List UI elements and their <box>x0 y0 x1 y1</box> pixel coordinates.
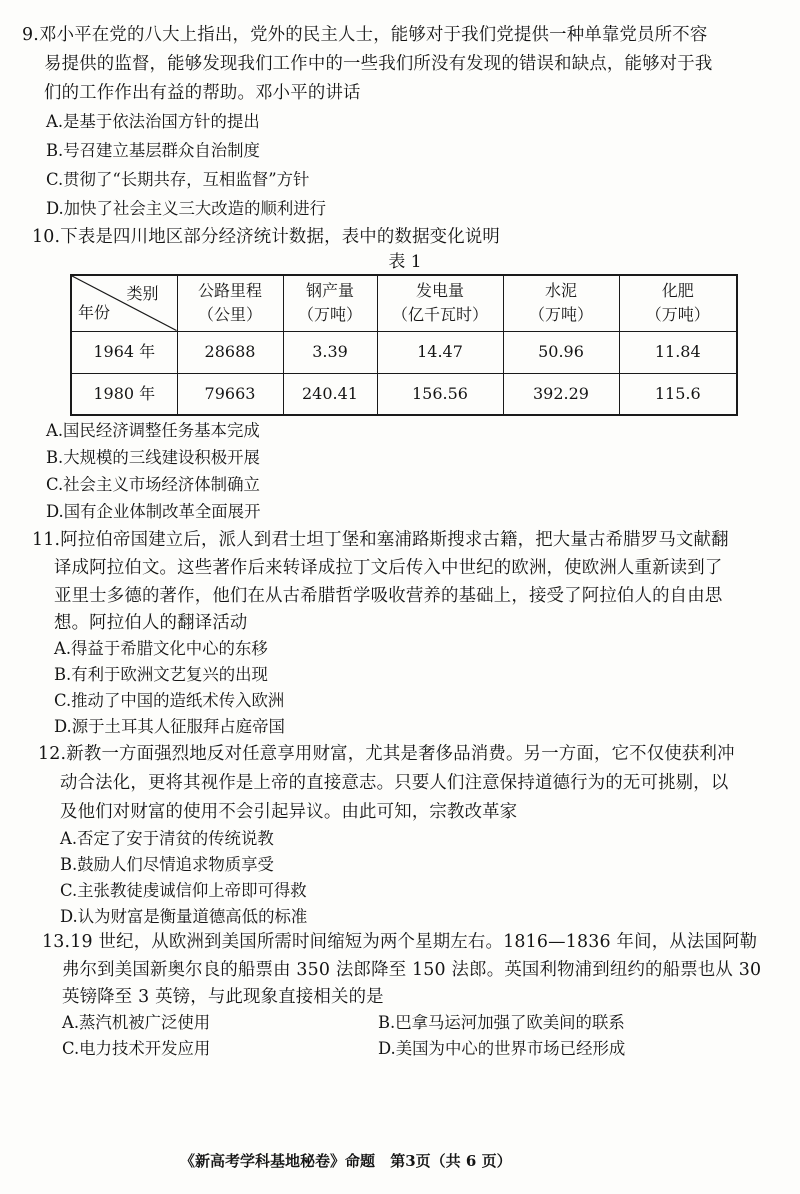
page-footer <box>180 1150 620 1172</box>
table-cell: 392.29 <box>503 373 619 415</box>
question-stem-line: 易提供的监督，能够发现我们工作中的一些我们所没有发现的错误和缺点，能够对于我 <box>44 54 713 74</box>
column-header-unit: （万吨） <box>528 305 593 325</box>
column-header-name: 化肥 <box>661 281 694 301</box>
option-d: D.源于土耳其人征服拜占庭帝国 <box>54 717 285 736</box>
table-cell: 11.84 <box>619 331 737 373</box>
option-c: C.社会主义市场经济体制确立 <box>46 475 260 494</box>
column-header <box>283 275 377 331</box>
option-a: A.国民经济调整任务基本完成 <box>46 421 260 440</box>
table-row <box>71 373 737 415</box>
question-stem-line: 译成阿拉伯文。这些著作后来转译成拉丁文后传入中世纪的欧洲，使欧洲人重新读到了 <box>54 558 723 578</box>
option-c: C.电力技术开发应用 <box>62 1039 211 1058</box>
column-header-unit: （万吨） <box>645 305 710 325</box>
page-number: 第3页（共 6 页） <box>390 1152 512 1170</box>
option-a: A.是基于依法治国方针的提出 <box>46 112 260 131</box>
column-header-unit: （亿千瓦时） <box>391 305 488 325</box>
table-cell: 115.6 <box>619 373 737 415</box>
question-stem-line: 们的工作作出有益的帮助。邓小平的讲话 <box>44 83 361 103</box>
corner-category-label: 类别 <box>126 284 159 303</box>
question-stem-line: 弗尔到美国新奥尔良的船票由 350 法郎降至 150 法郎。英国利物浦到纽约的船票也从 30 <box>62 960 762 980</box>
option-b: B.号召建立基层群众自治制度 <box>46 141 260 160</box>
option-b: B.大规模的三线建设积极开展 <box>46 448 260 467</box>
question-stem-line: 动合法化，更将其视作是上帝的直接意志。只要人们注意保持道德行为的无可挑剔，以 <box>60 773 729 793</box>
statistics-table <box>70 274 738 416</box>
option-c: C.主张教徒虔诚信仰上帝即可得救 <box>60 881 307 900</box>
column-header-name: 发电量 <box>415 281 464 301</box>
column-header <box>177 275 283 331</box>
question-stem-line: 9.邓小平在党的八大上指出，党外的民主人士，能够对于我们党提供一种单靠党员所不容 <box>22 25 708 45</box>
option-d: D.加快了社会主义三大改造的顺利进行 <box>46 199 327 218</box>
table-title: 表 1 <box>388 252 422 272</box>
row-year: 1964 年 <box>71 331 177 373</box>
column-header-unit: （公里） <box>197 305 262 325</box>
table-cell: 14.47 <box>377 331 503 373</box>
table-cell: 28688 <box>177 331 283 373</box>
row-year: 1980 年 <box>71 373 177 415</box>
option-c: C.贯彻了“长期共存，互相监督”方针 <box>46 170 310 189</box>
table-header-row <box>71 275 737 331</box>
column-header-name: 公路里程 <box>197 281 262 301</box>
option-a: A.否定了安于清贫的传统说教 <box>60 829 274 848</box>
footer-source: 《新高考学科基地秘卷》命题 <box>180 1152 376 1170</box>
option-a: A.蒸汽机被广泛使用 <box>62 1013 211 1032</box>
question-stem-line: 10.下表是四川地区部分经济统计数据，表中的数据变化说明 <box>32 227 501 247</box>
corner-year-label: 年份 <box>78 302 111 322</box>
option-b: B.有利于欧洲文艺复兴的出现 <box>54 665 268 684</box>
option-d: D.认为财富是衡量道德高低的标准 <box>60 907 308 926</box>
column-header <box>503 275 619 331</box>
question-stem-line: 12.新教一方面强烈地反对任意享用财富，尤其是奢侈品消费。另一方面，它不仅使获利冲 <box>38 744 735 764</box>
question-stem-line: 想。阿拉伯人的翻译活动 <box>54 613 248 633</box>
question-stem-line: 亚里士多德的著作，他们在从古希腊哲学吸收营养的基础上，接受了阿拉伯人的自由思 <box>54 586 723 606</box>
column-header <box>377 275 503 331</box>
question-stem-line: 及他们对财富的使用不会引起异议。由此可知，宗教改革家 <box>60 802 518 822</box>
question-stem-line: 英镑降至 3 英镑，与此现象直接相关的是 <box>62 987 384 1007</box>
table-cell: 50.96 <box>503 331 619 373</box>
table-cell: 3.39 <box>283 331 377 373</box>
option-c: C.推动了中国的造纸术传入欧洲 <box>54 691 285 710</box>
table-cell: 156.56 <box>377 373 503 415</box>
column-header-unit: （万吨） <box>297 305 362 325</box>
table-corner-cell <box>71 275 177 331</box>
table-row <box>71 331 737 373</box>
option-b: B.鼓励人们尽情追求物质享受 <box>60 855 274 874</box>
column-header <box>619 275 737 331</box>
question-stem-line: 13.19 世纪，从欧洲到美国所需时间缩短为两个星期左右。1816—1836 年间，从法国阿勒 <box>42 932 758 952</box>
column-header-name: 钢产量 <box>305 281 354 301</box>
question-stem-line: 11.阿拉伯帝国建立后，派人到君士坦丁堡和塞浦路斯搜求古籍，把大量古希腊罗马文献翻 <box>32 530 729 550</box>
option-d: D.美国为中心的世界市场已经形成 <box>378 1039 626 1058</box>
option-b: B.巴拿马运河加强了欧美间的联系 <box>378 1013 625 1032</box>
option-d: D.国有企业体制改革全面展开 <box>46 502 261 521</box>
option-a: A.得益于希腊文化中心的东移 <box>54 639 268 658</box>
column-header-name: 水泥 <box>544 281 577 301</box>
table-cell: 240.41 <box>283 373 377 415</box>
table-cell: 79663 <box>177 373 283 415</box>
